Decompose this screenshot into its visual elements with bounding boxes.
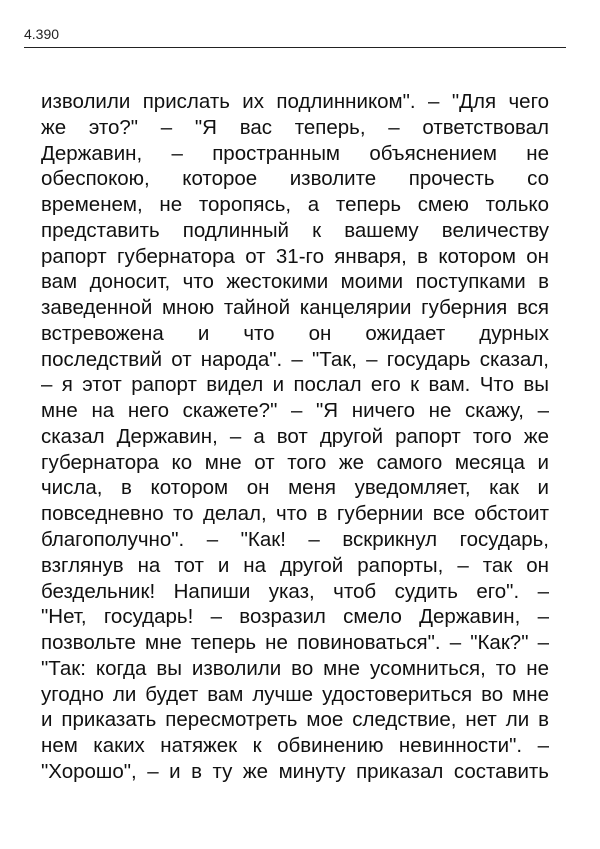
text-line: повседневно то делал, что в губернии все обстоит bbox=[41, 502, 549, 526]
text-line: вам доносит, что жестокими моими поступками в bbox=[41, 270, 549, 294]
text-line: губернатора ко мне от того же самого месяца и bbox=[41, 450, 549, 474]
text-line: – я этот рапорт видел и послал его к вам. Что вы bbox=[41, 373, 549, 397]
text-line: и приказать пересмотреть мое следствие, нет ли в bbox=[41, 708, 549, 732]
text-line: "Хорошо", – и в ту же минуту приказал составить bbox=[41, 759, 549, 783]
text-line: рапорт губернатора от 31-го января, в котором он bbox=[41, 244, 549, 268]
body-text bbox=[41, 89, 549, 785]
text-line: сказал Державин, – а вот другой рапорт того же bbox=[41, 424, 549, 448]
text-line: "Нет, государь! – возразил смело Державин, – bbox=[41, 605, 549, 629]
text-line: временем, не торопясь, а теперь смею только bbox=[41, 193, 549, 217]
text-line: мне на него скажете?" – "Я ничего не скажу, – bbox=[41, 399, 549, 423]
text-line: позвольте мне теперь не повиноваться". – "Как?" – bbox=[41, 631, 549, 655]
text-line: нем каких натяжек к обвинению невинности". – bbox=[41, 734, 549, 758]
text-line: бездельник! Напиши указ, чтоб судить его". – bbox=[41, 579, 549, 603]
header-divider bbox=[24, 47, 566, 48]
text-line: числа, в котором он меня уведомляет, как и bbox=[41, 476, 549, 500]
text-line: благополучно". – "Как! – вскрикнул государь, bbox=[41, 528, 549, 552]
text-line: угодно ли будет вам лучше удостовериться во мне bbox=[41, 682, 549, 706]
text-line: последствий от народа". – "Так, – государь сказал, bbox=[41, 347, 549, 371]
text-line: же это?" – "Я вас теперь, – ответствовал bbox=[41, 115, 549, 139]
text-line: "Так: когда вы изволили во мне усомниться, то не bbox=[41, 656, 549, 680]
text-line: обеспокою, которое изволите прочесть со bbox=[41, 167, 549, 191]
text-line: представить подлинный к вашему величеству bbox=[41, 218, 549, 242]
text-line: Державин, – пространным объяснением не bbox=[41, 141, 549, 165]
page-number: 4.390 bbox=[24, 26, 60, 42]
text-line: взглянув на тот и на другой рапорты, – так он bbox=[41, 553, 549, 577]
text-line: встревожена и что он ожидает дурных bbox=[41, 321, 549, 345]
text-line: заведенной мною тайной канцелярии губерния вся bbox=[41, 296, 549, 320]
text-line: изволили прислать их подлинником". – "Для чего bbox=[41, 90, 549, 113]
